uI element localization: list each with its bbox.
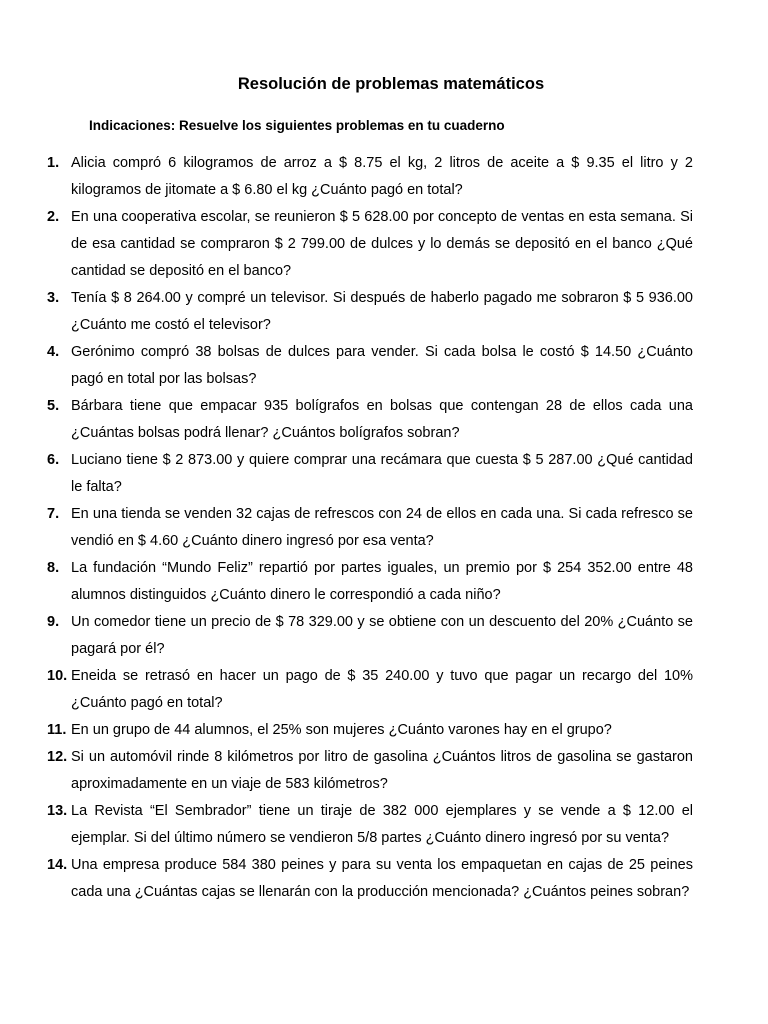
problem-text: La fundación “Mundo Feliz” repartió por partes iguales, un premio por $ 254 352.00 entre 48 alumnos distinguidos ¿Cuánto dinero le correspondió a cada niño? <box>71 560 693 603</box>
problem-number: 12. <box>47 749 68 765</box>
problem-number: 10. <box>47 668 68 684</box>
problem-text: Alicia compró 6 kilogramos de arroz a $ 8.75 el kg, 2 litros de aceite a $ 9.35 el litro y 2 kilogramos de jitomate a $ 6.80 el kg ¿Cuánto pagó en total? <box>71 155 693 198</box>
problem-item <box>0 744 768 798</box>
problem-number: 8. <box>47 560 60 576</box>
problem-text: Tenía $ 8 264.00 y compré un televisor. Si después de haberlo pagado me sobraron $ 5 936.00 ¿Cuánto me costó el televisor? <box>71 290 693 333</box>
problem-item <box>0 663 768 717</box>
problem-item <box>0 717 768 744</box>
problem-number: 4. <box>47 344 60 360</box>
problem-text: Una empresa produce 584 380 peines y para su venta los empaquetan en cajas de 25 peines cada una ¿Cuántas cajas se llenarán con la producción mencionada? ¿Cuántos peines sobran? <box>71 857 693 900</box>
problem-text: En un grupo de 44 alumnos, el 25% son mujeres ¿Cuánto varones hay en el grupo? <box>71 722 612 738</box>
problem-number: 2. <box>47 209 60 225</box>
problem-item <box>0 798 768 852</box>
problem-list <box>0 150 768 906</box>
problem-item <box>0 204 768 285</box>
problem-text: Eneida se retrasó en hacer un pago de $ 35 240.00 y tuvo que pagar un recargo del 10% ¿Cuánto pagó en total? <box>71 668 693 711</box>
problem-text: Luciano tiene $ 2 873.00 y quiere comprar una recámara que cuesta $ 5 287.00 ¿Qué cantidad le falta? <box>71 452 693 495</box>
problem-number: 11. <box>47 722 67 738</box>
problem-number: 5. <box>47 398 60 414</box>
document-title: Resolución de problemas matemáticos <box>237 75 545 93</box>
problem-item <box>0 501 768 555</box>
problem-text: Bárbara tiene que empacar 935 bolígrafos en bolsas que contengan 28 de ellos cada una ¿Cuántas bolsas podrá llenar? ¿Cuántos bolígrafos sobran? <box>71 398 693 441</box>
problem-number: 6. <box>47 452 60 468</box>
problem-item <box>0 555 768 609</box>
problem-item <box>0 393 768 447</box>
problem-item <box>0 447 768 501</box>
problem-text: Gerónimo compró 38 bolsas de dulces para vender. Si cada bolsa le costó $ 14.50 ¿Cuánto pagó en total por las bolsas? <box>71 344 693 387</box>
problem-item <box>0 339 768 393</box>
problem-item <box>0 609 768 663</box>
problem-text: Si un automóvil rinde 8 kilómetros por litro de gasolina ¿Cuántos litros de gasolina se gastaron aproximadamente en un viaje de 583 kilómetros? <box>71 749 693 792</box>
problem-item <box>0 150 768 204</box>
instructions-text: Indicaciones: Resuelve los siguientes problemas en tu cuaderno <box>89 118 505 133</box>
problem-item <box>0 852 768 906</box>
problem-item <box>0 285 768 339</box>
problem-number: 1. <box>47 155 60 171</box>
problem-number: 7. <box>47 506 60 522</box>
problem-text: Un comedor tiene un precio de $ 78 329.00 y se obtiene con un descuento del 20% ¿Cuánto se pagará por él? <box>71 614 693 657</box>
problem-number: 13. <box>47 803 68 819</box>
problem-number: 3. <box>47 290 60 306</box>
problem-text: En una cooperativa escolar, se reunieron $ 5 628.00 por concepto de ventas en esta semana. Si de esa cantidad se compraron $ 2 799.00 de dulces y lo demás se depositó en el banco ¿Qué cantidad se depositó en el banco? <box>71 209 693 279</box>
problem-text: La Revista “El Sembrador” tiene un tiraje de 382 000 ejemplares y se vende a $ 12.00 el ejemplar. Si del último número se vendieron 5/8 partes ¿Cuánto dinero ingresó por su venta? <box>71 803 693 846</box>
problem-number: 9. <box>47 614 60 630</box>
problem-text: En una tienda se venden 32 cajas de refrescos con 24 de ellos en cada una. Si cada refresco se vendió en $ 4.60 ¿Cuánto dinero ingresó por esa venta? <box>71 506 693 549</box>
problem-number: 14. <box>47 857 68 873</box>
